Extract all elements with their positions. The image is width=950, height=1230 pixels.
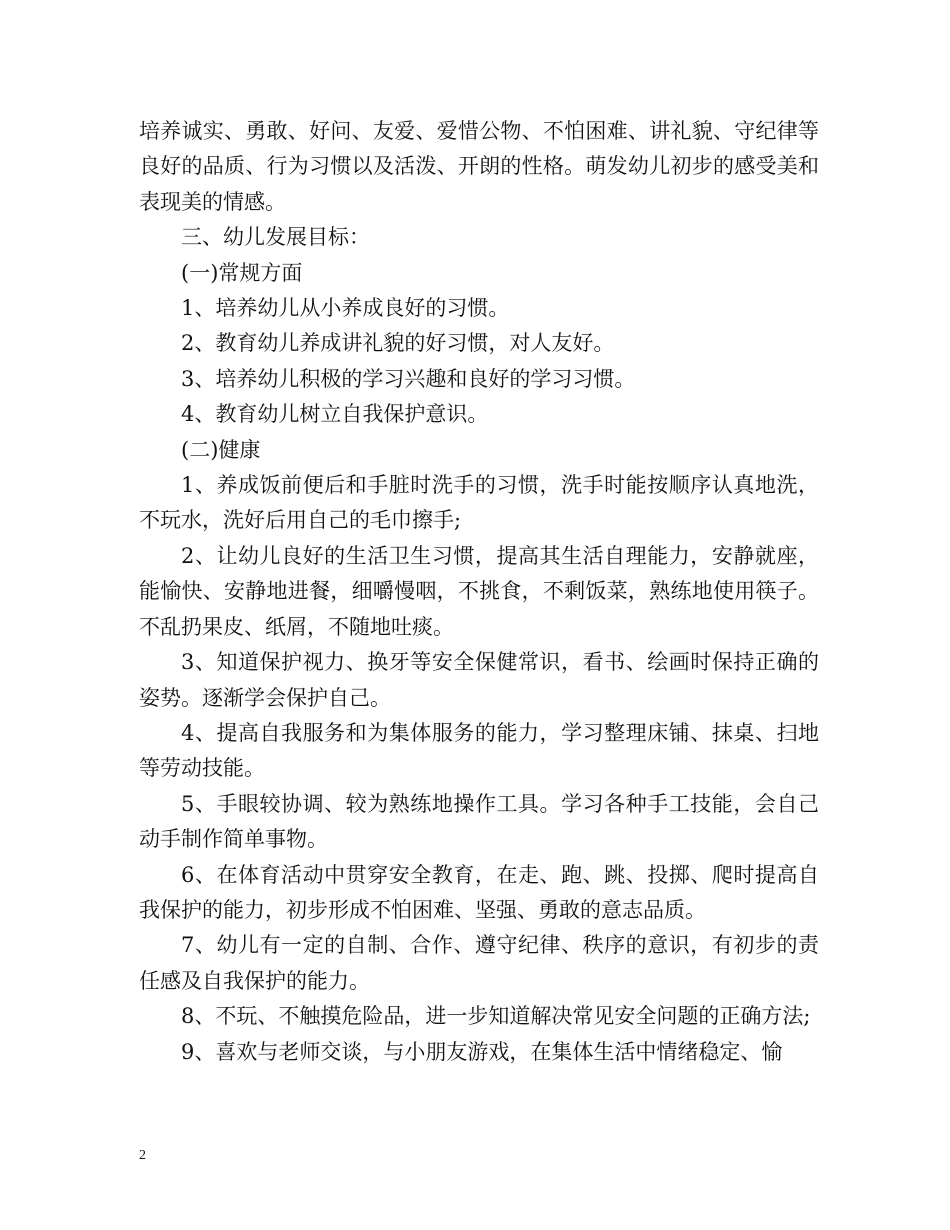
list-item: 1、养成饭前便后和手脏时洗手的习惯，洗手时能按顺序认真地洗，不玩水，洗好后用自己的毛巾擦手; [139,473,819,533]
subheading-routine: (一)常规方面 [181,260,303,285]
page-number: 2 [139,1148,146,1163]
list-item: 6、在体育活动中贯穿安全教育，在走、跑、跳、投掷、爬时提高自我保护的能力，初步形成不怕困难、坚强、勇敢的意志品质。 [139,862,819,922]
document-body [139,114,819,1070]
list-item: 3、培养幼儿积极的学习兴趣和良好的学习习惯。 [181,366,636,391]
list-item: 1、培养幼儿从小养成良好的习惯。 [181,296,510,321]
list-item: 4、提高自我服务和为集体服务的能力，学习整理床铺、抹桌、扫地等劳动技能。 [139,720,819,781]
list-item: 7、幼儿有一定的自制、合作、遵守纪律、秩序的意识，有初步的责任感及自我保护的能力。 [139,933,819,993]
list-item: 8、不玩、不触摸危险品，进一步知道解决常见安全问题的正确方法; [181,1004,811,1029]
list-item: 5、手眼较协调、较为熟练地操作工具。学习各种手工技能，会自己动手制作简单事物。 [139,791,819,852]
subheading-health: (二)健康 [181,437,261,462]
heading-development-goals: 三、幼儿发展目标： [181,225,370,250]
list-item: 2、让幼儿良好的生活卫生习惯，提高其生活自理能力，安静就座，能愉快、安静地进餐，细嚼慢咽，不挑食，不剩饭菜，熟练地使用筷子。不乱扔果皮、纸屑，不随地吐痰。 [139,543,819,639]
list-item: 4、教育幼儿树立自我保护意识。 [181,402,489,427]
list-item: 3、知道保护视力、换牙等安全保健常识，看书、绘画时保持正确的姿势。逐渐学会保护自己。 [139,650,819,710]
list-item: 2、教育幼儿养成讲礼貌的好习惯，对人友好。 [181,331,615,356]
list-item: 9、喜欢与老师交谈，与小朋友游戏，在集体生活中情绪稳定、愉 [181,1039,783,1064]
paragraph-intro: 培养诚实、勇敢、好问、友爱、爱惜公物、不怕困难、讲礼貌、守纪律等良好的品质、行为习惯以及活泼、开朗的性格。萌发幼儿初步的感受美和表现美的情感。 [139,119,819,214]
